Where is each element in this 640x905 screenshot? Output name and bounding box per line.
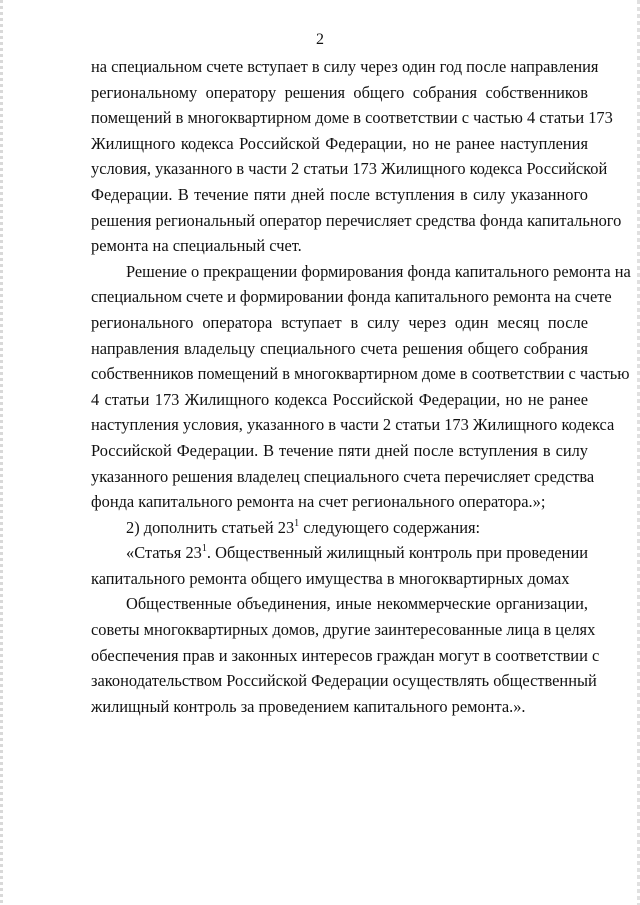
text-line: Жилищного кодекса Российской Федерации, но не ранее наступления [91,133,588,153]
page-number: 2 [316,31,324,48]
scan-edge-left [0,0,3,905]
text-line: решения региональный оператор перечисляет средства фонда капитального [91,210,622,230]
text-line: собственников помещений в многоквартирном доме в соответствии с частью [91,364,630,384]
text-line: региональному оператору решения общего собрания собственников [91,82,588,102]
article-body-line: обеспечения прав и законных интересов граждан могут в соответствии с [91,645,600,665]
text-line: Федерации. В течение пяти дней после вступления в силу указанного [91,184,588,204]
text-line: 4 статьи 173 Жилищного кодекса Российской Федерации, но не ранее [91,389,588,409]
text-line: Российской Федерации. В течение пяти дней после вступления в силу [91,440,588,460]
text-line: указанного решения владелец специального счета перечисляет средства [91,466,595,486]
article-body-line: советы многоквартирных домов, другие заинтересованные лица в целях [91,620,596,640]
text-line: фонда капитального ремонта на счет регионального оператора.»; [91,492,546,512]
article-title: «Статья $23^1$. Общественный жилищный контроль при проведении [126,543,588,563]
article-body-line: Общественные объединения, иные некоммерческие организации, [126,594,588,614]
article-body-line: законодательством Российской Федерации осуществлять общественный [91,671,597,691]
text-line: наступления условия, указанного в части 2 статьи 173 Жилищного кодекса [91,415,615,435]
article-title-line2: капитального ремонта общего имущества в многоквартирных домах [91,568,570,588]
text-line: условия, указанного в части 2 статьи 173 Жилищного кодекса Российской [91,159,608,179]
text-line: Решение о прекращении формирования фонда капитального ремонта на [126,261,631,281]
document-body [91,54,631,719]
text-line: специальном счете и формировании фонда капитального ремонта на счете [91,287,612,307]
article-body-line: жилищный контроль за проведением капитального ремонта.». [91,696,526,716]
text-line: помещений в многоквартирном доме в соответствии с частью 4 статьи 173 [91,108,613,128]
amendment-item-2: 2) дополнить статьей $23^1$ следующего содержания: [126,517,481,537]
text-line: направления владельцу специального счета решения общего собрания [91,338,588,358]
text-line: на специальном счете вступает в силу через один год после направления [91,57,599,76]
text-line: регионального оператора вступает в силу через один месяц после [91,312,588,332]
text-line: ремонта на специальный счет. [91,236,302,256]
